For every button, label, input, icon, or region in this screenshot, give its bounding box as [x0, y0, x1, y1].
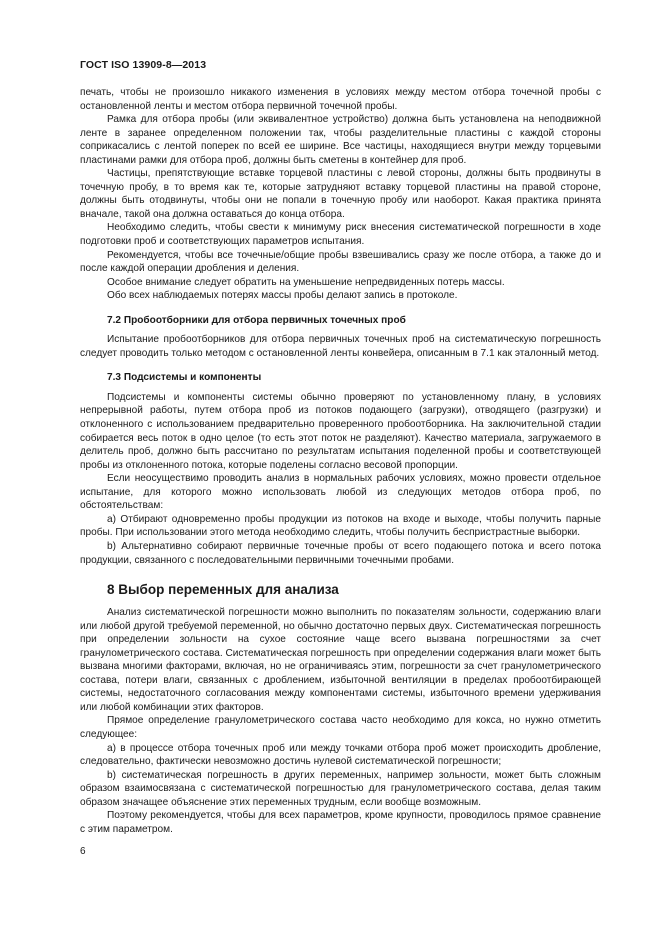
paragraph: печать, чтобы не произошло никакого изменения в условиях между местом отбора точечной пробы с остановленной ленты и местом отбора первичной точечной пробы. [80, 87, 601, 112]
paragraph: Необходимо следить, чтобы свести к минимуму риск внесения систематической погрешности в ходе подготовки проб и соответствующих параметров испытания. [80, 222, 601, 248]
document-body [80, 86, 601, 836]
page-number: 6 [80, 846, 86, 857]
list-item: b) систематическая погрешность в других переменных, например зольности, может быть сложным образом взаимосвязана с систематической погрешностью для гранулометрического состава, делая таким образом значащее объяснение этих переменных трудным, если вообще возможным. [80, 769, 601, 808]
section-heading-7-3: 7.3 Подсистемы и компоненты [107, 372, 262, 384]
paragraph: Испытание пробоотборников для отбора первичных точечных проб на систематическую погрешность следует проводить только методом с остановленной ленты конвейера, описанным в 7.1 как эталонный метод. [80, 334, 601, 359]
list-item: а) Отбирают одновременно пробы продукции из потоков на входе и выходе, чтобы получить парные пробы. При использовании этого метода необходимо следить, чтобы получить беспристрастные выборки. [80, 513, 601, 539]
paragraph: Частицы, препятствующие вставке торцевой пластины с левой стороны, должны быть продвинуты в точечную пробу, в то время как те, которые затрудняют вставку торцевой пластины на правой стороне, должны быть отодвинуты, чтобы они не попали в точечную пробу или наоборот. Какая практика принята вначале, такой она должна оставаться до конца отбора. [80, 168, 601, 220]
paragraph: Особое внимание следует обратить на уменьшение непредвиденных потерь массы. [107, 276, 505, 288]
section-heading-8: 8 Выбор переменных для анализа [107, 582, 339, 598]
paragraph: Подсистемы и компоненты системы обычно проверяют по установленному плану, в условиях непрерывной работы, путем отбора проб из потоков подающего (загрузки), отводящего (разгрузки) и отклоненного с использованием предварительно проверенного пробоотборника. На заключительной стадии собирается весь поток в одно целое (то есть этот поток не разделяют). Качество материала, загружаемого в делитель проб, должно быть рассчитано по результатам испытания поделенной пробы и соответствующей пробы из отклоненного потока, которые поделены согласно весовой пропорции. [80, 391, 601, 471]
paragraph: Поэтому рекомендуется, чтобы для всех параметров, кроме крупности, проводилось прямое сравнение с этим параметром. [80, 810, 601, 835]
paragraph: Рамка для отбора пробы (или эквивалентное устройство) должна быть установлена на неподвижной ленте в заранее определенном положении так, чтобы разделительные пластины с каждой стороны соприкасались с лентой поперек по всей ее ширине. Все частицы, находящиеся внутри между торцевыми пластинами рамки для отбора проб, должны быть сметены в контейнер для проб. [80, 114, 601, 166]
paragraph: Рекомендуется, чтобы все точечные/общие пробы взвешивались сразу же после отбора, а также до и после каждой операции дробления и деления. [80, 249, 601, 275]
list-item: b) Альтернативно собирают первичные точечные пробы от всего подающего потока и всего потока продукции, связанного с последовательными первичными точечными пробами. [80, 540, 601, 566]
document-header: ГОСТ ISO 13909-8—2013 [80, 59, 207, 71]
paragraph: Прямое определение гранулометрического состава часто необходимо для кокса, но нужно отметить следующее: [80, 715, 601, 740]
section-heading-7-2: 7.2 Пробоотборники для отбора первичных точечных проб [107, 314, 406, 326]
list-item: а) в процессе отбора точечных проб или между точками отбора проб может происходить дробление, следовательно, фактически невозможно достичь нулевой систематической погрешности; [80, 742, 601, 768]
paragraph: Если неосуществимо проводить анализ в нормальных рабочих условиях, можно провести отдельное испытание, для которого можно использовать любой из следующих методов отбора проб, по обстоятельствам: [80, 473, 601, 512]
paragraph: Анализ систематической погрешности можно выполнить по показателям зольности, содержанию влаги или любой другой требуемой переменной, но обычно достаточно первых двух. Систематическая погрешность при определении зольности на сухое состояние чаще всего вызвана погрешностями за счет гранулометрического состава. Систематическая погрешность при определении содержания влаги может быть вызвана многими факторами, включая, но не ограничиваясь этим, погрешности за счет гранулометрического состава, потери влаги, связанных с дроблением, избыточной вентиляции в пределах пробоотбирающей системы, недостаточного согласования между компонентами системы, избыточного времени удерживания или любой комбинации этих факторов. [80, 607, 601, 713]
paragraph: Обо всех наблюдаемых потерях массы пробы делают запись в протоколе. [107, 290, 458, 302]
